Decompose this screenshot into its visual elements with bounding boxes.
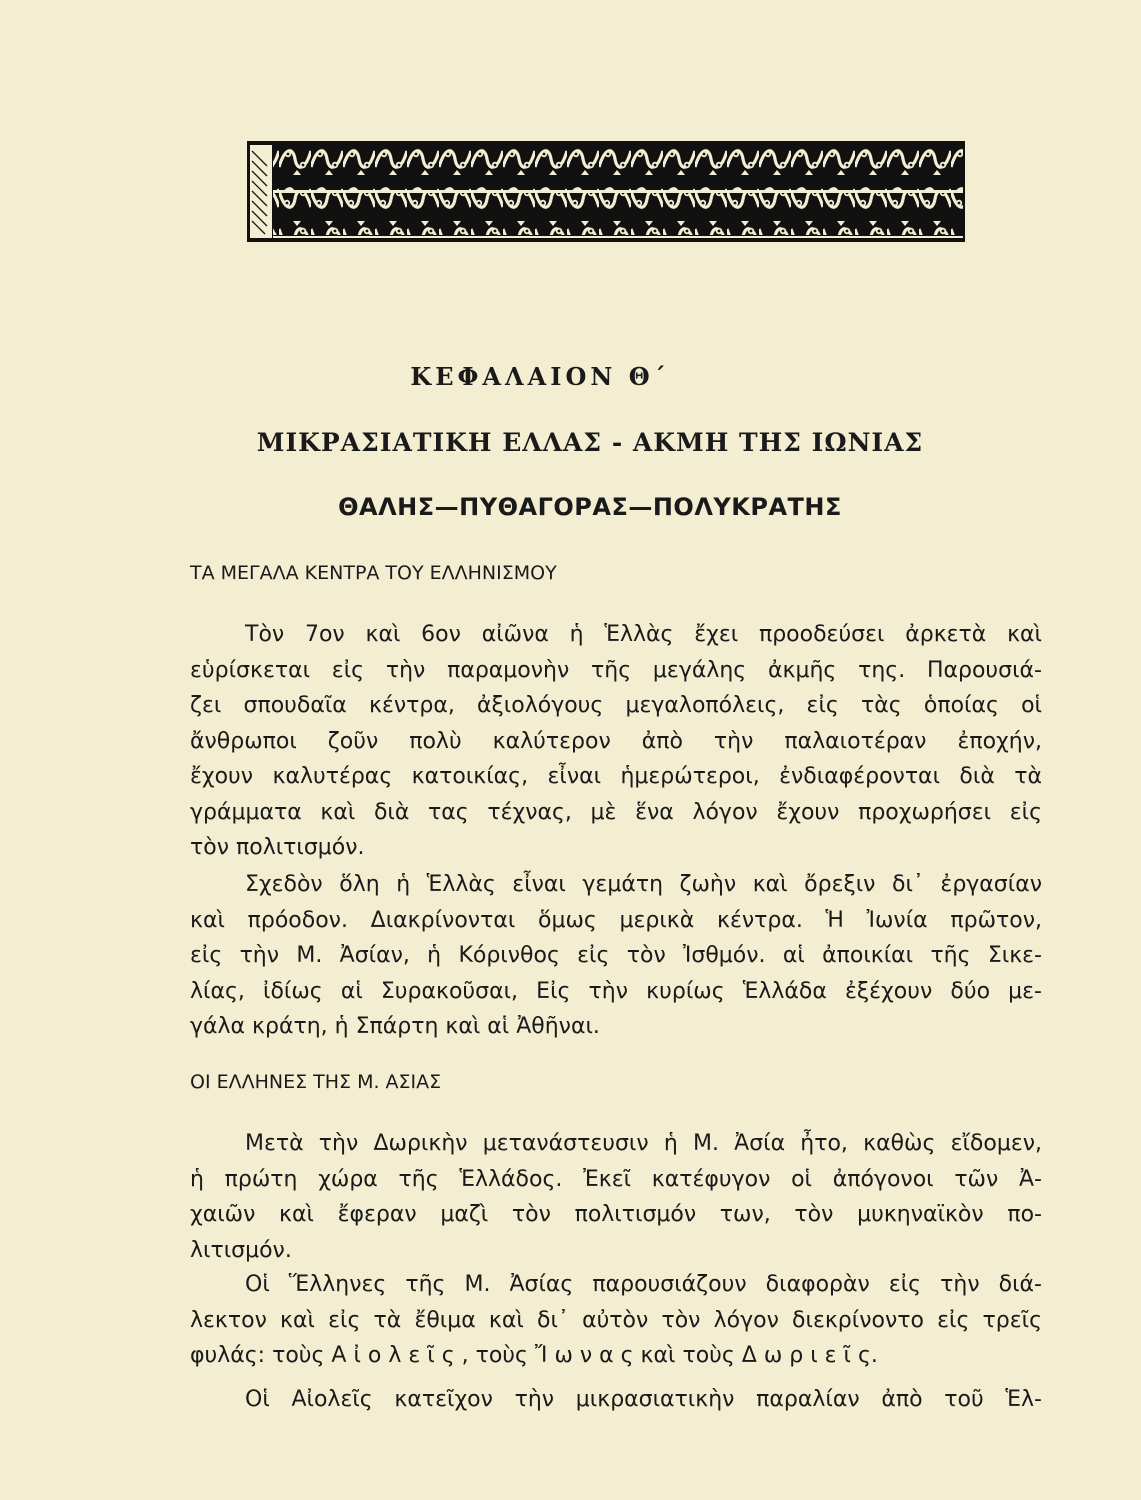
section-heading: ΟΙ ΕΛΛΗΝΕΣ ΤΗΣ Μ. ΑΣΙΑΣ [190, 1071, 442, 1093]
text-line: Τὸν 7ον καὶ 6ον αἰῶνα ἡ Ἑλλὰς ἔχει προοδεύσει ἀρκετὰ καὶ [245, 622, 1042, 647]
paragraph [190, 617, 1042, 866]
text-line: ἔχουν καλυτέρας κατοικίας, εἶναι ἡμερώτεροι, ἐνδιαφέρονται διὰ τὰ [190, 764, 1042, 789]
text-line: εὑρίσκεται εἰς τὴν παραμονὴν τῆς μεγάλης ἀκμῆς της. Παρουσιά- [190, 657, 1042, 683]
text-line: ζει σπουδαῖα κέντρα, ἀξιολόγους μεγαλοπόλεις, εἰς τὰς ὁποίας οἱ [190, 693, 1042, 718]
text-line: ἡ πρώτη χώρα τῆς Ἑλλάδος. Ἐκεῖ κατέφυγον οἱ ἀπόγονοι τῶν Ἀ- [190, 1166, 1042, 1192]
paragraph [190, 1267, 1042, 1374]
text-line: λίας, ἰδίως αἱ Συρακοῦσαι, Εἰς τὴν κυρίως Ἑλλάδα ἐξέχουν δύο με- [190, 978, 1042, 1004]
paragraph [190, 1126, 1042, 1268]
text-line: λεκτον καὶ εἰς τὰ ἔθιμα καὶ δι᾽ αὐτὸν τὸν λόγον διεκρίνοντο εἰς τρεῖς [190, 1307, 1042, 1333]
text-line: Οἱ Ἕλληνες τῆς Μ. Ἀσίας παρουσιάζουν διαφορὰν εἰς τὴν διά- [245, 1272, 1042, 1297]
chapter-subtitle: ΘΑΛΗΣ—ΠΥΘΑΓΟΡΑΣ—ΠΟΛΥΚΡΑΤΗΣ [338, 493, 842, 521]
text-line: Σχεδὸν ὅλη ἡ Ἑλλὰς εἶναι γεμάτη ζωὴν καὶ ὄρεξιν δι᾽ ἐργασίαν [245, 872, 1042, 897]
section-heading: ΤΑ ΜΕΓΑΛΑ ΚΕΝΤΡΑ ΤΟΥ ΕΛΛΗΝΙΣΜΟΥ [190, 562, 557, 584]
text-line: Μετὰ τὴν Δωρικὴν μετανάστευσιν ἡ Μ. Ἀσία ἦτο, καθὼς εἴδομεν, [245, 1131, 1042, 1156]
paragraph [190, 867, 1042, 1045]
text-line: φυλάς: τοὺς Α ἰ ο λ ε ῖ ς , τοὺς Ἴ ω ν α ς καὶ τοὺς Δ ω ρ ι ε ῖ ς. [190, 1343, 878, 1368]
decorative-band-ornament [247, 141, 965, 242]
chapter-title: ΜΙΚΡΑΣΙΑΤΙΚΗ ΕΛΛΑΣ - ΑΚΜΗ ΤΗΣ ΙΩΝΙΑΣ [256, 428, 924, 457]
text-line: καὶ πρόοδον. Διακρίνονται ὅμως μερικὰ κέντρα. Ἡ Ἰωνία πρῶτον, [190, 907, 1042, 933]
text-line: γράμματα καὶ διὰ τας τέχνας, μὲ ἕνα λόγον ἔχουν προχωρήσει εἰς [190, 799, 1042, 825]
text-line: λιτισμόν. [190, 1237, 292, 1263]
text-line: Οἱ Αἰολεῖς κατεῖχον τὴν μικρασιατικὴν παραλίαν ἀπὸ τοῦ Ἑλ- [245, 1387, 1042, 1412]
text-line: τὸν πολιτισμόν. [190, 835, 365, 860]
text-line: ἄνθρωποι ζοῦν πολὺ καλύτερον ἀπὸ τὴν παλαιοτέραν ἐποχήν, [190, 728, 1042, 754]
text-line: χαιῶν καὶ ἔφεραν μαζὶ τὸν πολιτισμόν των, τὸν μυκηναϊκὸν πο- [190, 1202, 1042, 1227]
chapter-heading: ΚΕΦΑΛΑΙΟΝ Θ΄ [410, 362, 670, 391]
text-line: γάλα κράτη, ἡ Σπάρτη καὶ αἱ Ἀθῆναι. [190, 1014, 600, 1039]
text-line: εἰς τὴν Μ. Ἀσίαν, ἡ Κόρινθος εἰς τὸν Ἰσθμόν. αἱ ἀποικίαι τῆς Σικε- [190, 943, 1042, 968]
paragraph [190, 1382, 1042, 1418]
